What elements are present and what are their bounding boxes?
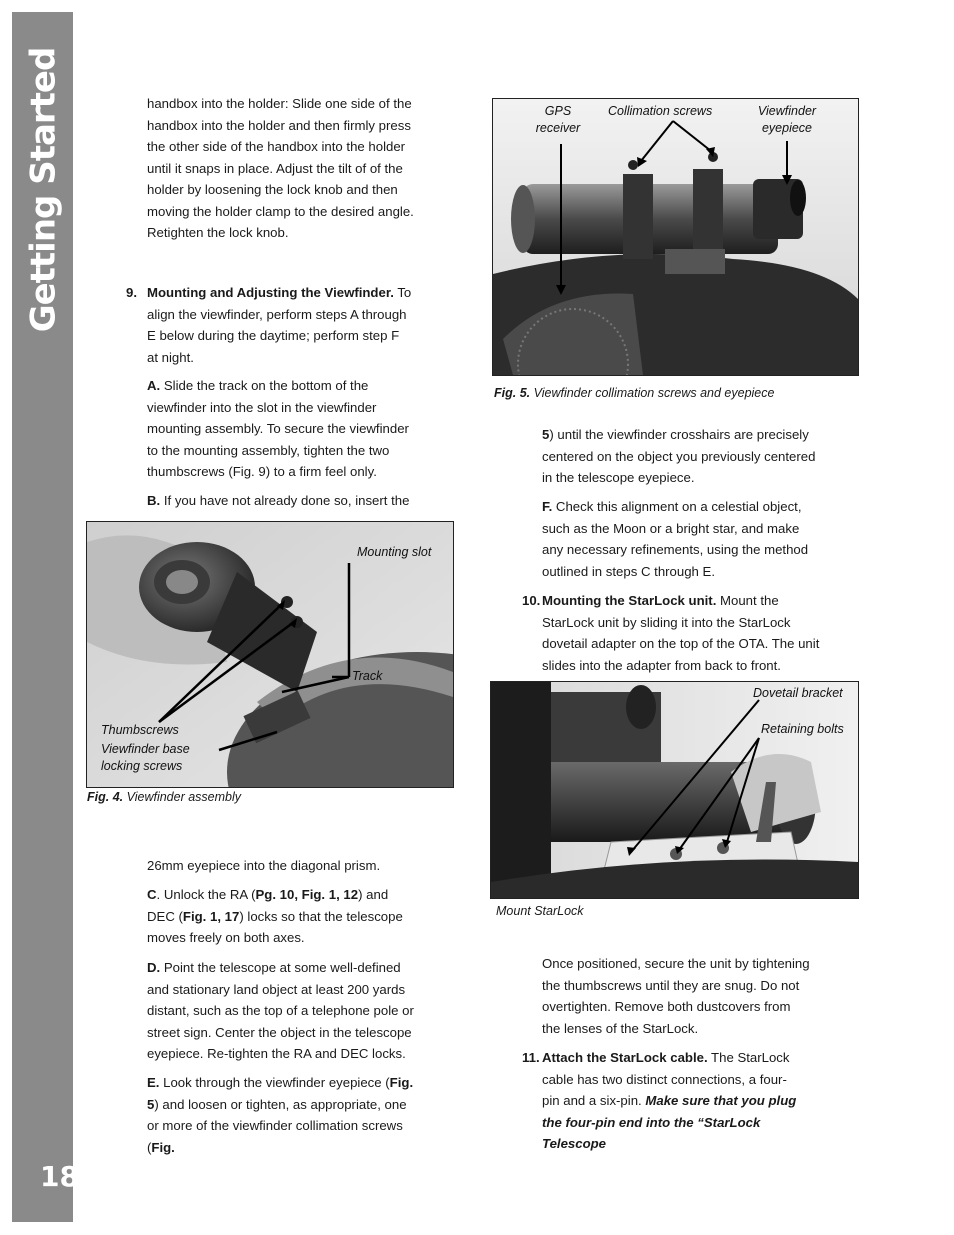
step-c-text-3: ) locks so that the telescope moves freely on both axes. xyxy=(147,908,403,945)
step-9-number: 9. xyxy=(126,285,137,300)
step-d-text: Point the telescope at some well-defined and stationary land object at least 200 yards distant, such as the top of a telephone pole or street sign. Center the object in the telescope eyepiece. Re-tighten the RA and DEC locks. xyxy=(147,960,414,1061)
figure-starlock-photo xyxy=(491,682,858,898)
step-c xyxy=(147,884,412,949)
step-9 xyxy=(147,282,412,368)
step-f-text: Check this alignment on a celestial object, such as the Moon or a bright star, and make any necessary refinements, using the method outlined in steps C through E. xyxy=(542,499,809,579)
figure-starlock-caption: Mount StarLock xyxy=(496,904,584,918)
step-9-title: Mounting and Adjusting the Viewfinder. xyxy=(147,285,394,300)
figure-5-photo xyxy=(493,99,858,375)
step-11-emphasis: Make sure that you plug the four-pin end into the “StarLock Telescope xyxy=(542,1093,797,1151)
paragraph-handbox: handbox into the holder: Slide one side of the handbox into the holder and then firmly press the other side of the handbox into the holder until it snaps in place. Adjust the tilt of of the holder by loosening the lock knob and then moving the holder clamp to the desired angle. Retighten the lock knob. xyxy=(147,96,414,240)
step-e-ref-1: Fig. 5 xyxy=(147,1075,414,1112)
step-11 xyxy=(542,1047,804,1155)
step-e xyxy=(147,1072,415,1158)
step-9-text: To align the viewfinder, perform steps A through E below during the daytime; perform step F at night. xyxy=(147,285,412,365)
step-e-text-1: Look through the viewfinder eyepiece ( xyxy=(159,1075,390,1090)
figure-mount-starlock xyxy=(490,681,859,899)
sidebar-band xyxy=(12,12,79,1222)
figure-5-viewfinder-collimation xyxy=(492,98,859,376)
step-e-ref-2: Fig. xyxy=(151,1139,175,1155)
step-c-letter: C xyxy=(147,887,157,902)
figure-5-caption-text: Viewfinder collimation screws and eyepiece xyxy=(530,386,775,400)
section-title: Getting Started xyxy=(23,47,64,333)
figure-5-caption-label: Fig. 5. xyxy=(494,386,531,400)
page-number: 18 xyxy=(40,1160,79,1193)
label-thumbscrews: Thumbscrews xyxy=(101,723,179,737)
step-10-text: Mount the StarLock unit by sliding it into the StarLock dovetail adapter on the top of the OTA. The unit slides into the adapter from back to front. xyxy=(542,593,820,673)
section-title-container xyxy=(8,47,78,333)
paragraph-step-e-cont xyxy=(542,424,822,489)
label-mounting-slot: Mounting slot xyxy=(357,545,432,559)
paragraph-once-positioned: Once positioned, secure the unit by tightening the thumbscrews until they are snug. Do not overtighten. Remove both dustcovers from the lenses of the StarLock. xyxy=(542,956,810,1036)
label-base-locking-screws: Viewfinder base locking screws xyxy=(101,742,190,773)
step-f-letter: F. xyxy=(542,499,553,514)
label-gps-receiver: GPS receiver xyxy=(535,104,581,135)
step-b-text: If you have not already done so, insert the xyxy=(160,493,410,508)
figure-4-caption-text: Viewfinder assembly xyxy=(123,790,242,804)
figure-4-caption xyxy=(87,790,241,804)
step-c-ref-2: Fig. 1, 17 xyxy=(182,908,240,924)
step-a-text: Slide the track on the bottom of the viewfinder into the slot in the viewfinder mounting assembly. To secure the viewfinder to the mounting assembly, tighten the two thumbscrews (Fig. 9) to a firm feel only. xyxy=(147,378,409,479)
step-a xyxy=(147,375,409,483)
step-c-ref-1: Pg. 10, Fig. 1, 12 xyxy=(255,887,359,902)
step-c-text-1: . Unlock the RA ( xyxy=(156,887,256,902)
step-e-text-2: ) and loosen or tighten, as appropriate, one or more of the viewfinder collimation screws ( xyxy=(147,1096,407,1155)
step-11-title: Attach the StarLock cable. xyxy=(542,1050,708,1065)
label-retaining-bolts: Retaining bolts xyxy=(761,722,844,736)
figure-4-viewfinder-assembly xyxy=(86,521,454,788)
step-e-letter: E. xyxy=(147,1075,160,1090)
starlock-housing-shape xyxy=(491,682,551,898)
step-10-number: 10. xyxy=(522,593,541,608)
step-d xyxy=(147,957,422,1065)
step-11-text: The StarLock cable has two distinct connections, a four-pin and a six-pin. xyxy=(542,1050,790,1108)
figure-5-caption xyxy=(494,386,774,400)
figure-4-caption-label: Fig. 4. xyxy=(87,790,124,804)
step-c-text-2: ) and DEC ( xyxy=(147,887,389,924)
label-collimation-screws: Collimation screws xyxy=(608,104,713,118)
step-d-letter: D. xyxy=(147,960,161,975)
step-11-number: 11. xyxy=(522,1050,540,1065)
paragraph-26mm: 26mm eyepiece into the diagonal prism. xyxy=(147,858,381,873)
label-viewfinder-eyepiece: Viewfinder eyepiece xyxy=(757,104,817,135)
step-b-letter: B. xyxy=(147,493,161,508)
paragraph-step-e-text: ) until the viewfinder crosshairs are precisely centered on the object you previously centered in the telescope eyepiece. xyxy=(542,427,816,485)
step-10 xyxy=(542,590,820,676)
step-a-letter: A. xyxy=(147,378,161,393)
step-f xyxy=(542,496,817,582)
paragraph-step-e-ref: 5 xyxy=(542,427,550,442)
label-track: Track xyxy=(352,669,383,683)
step-10-title: Mounting the StarLock unit. xyxy=(542,593,717,608)
label-dovetail-bracket: Dovetail bracket xyxy=(753,686,843,700)
step-b xyxy=(147,490,417,512)
